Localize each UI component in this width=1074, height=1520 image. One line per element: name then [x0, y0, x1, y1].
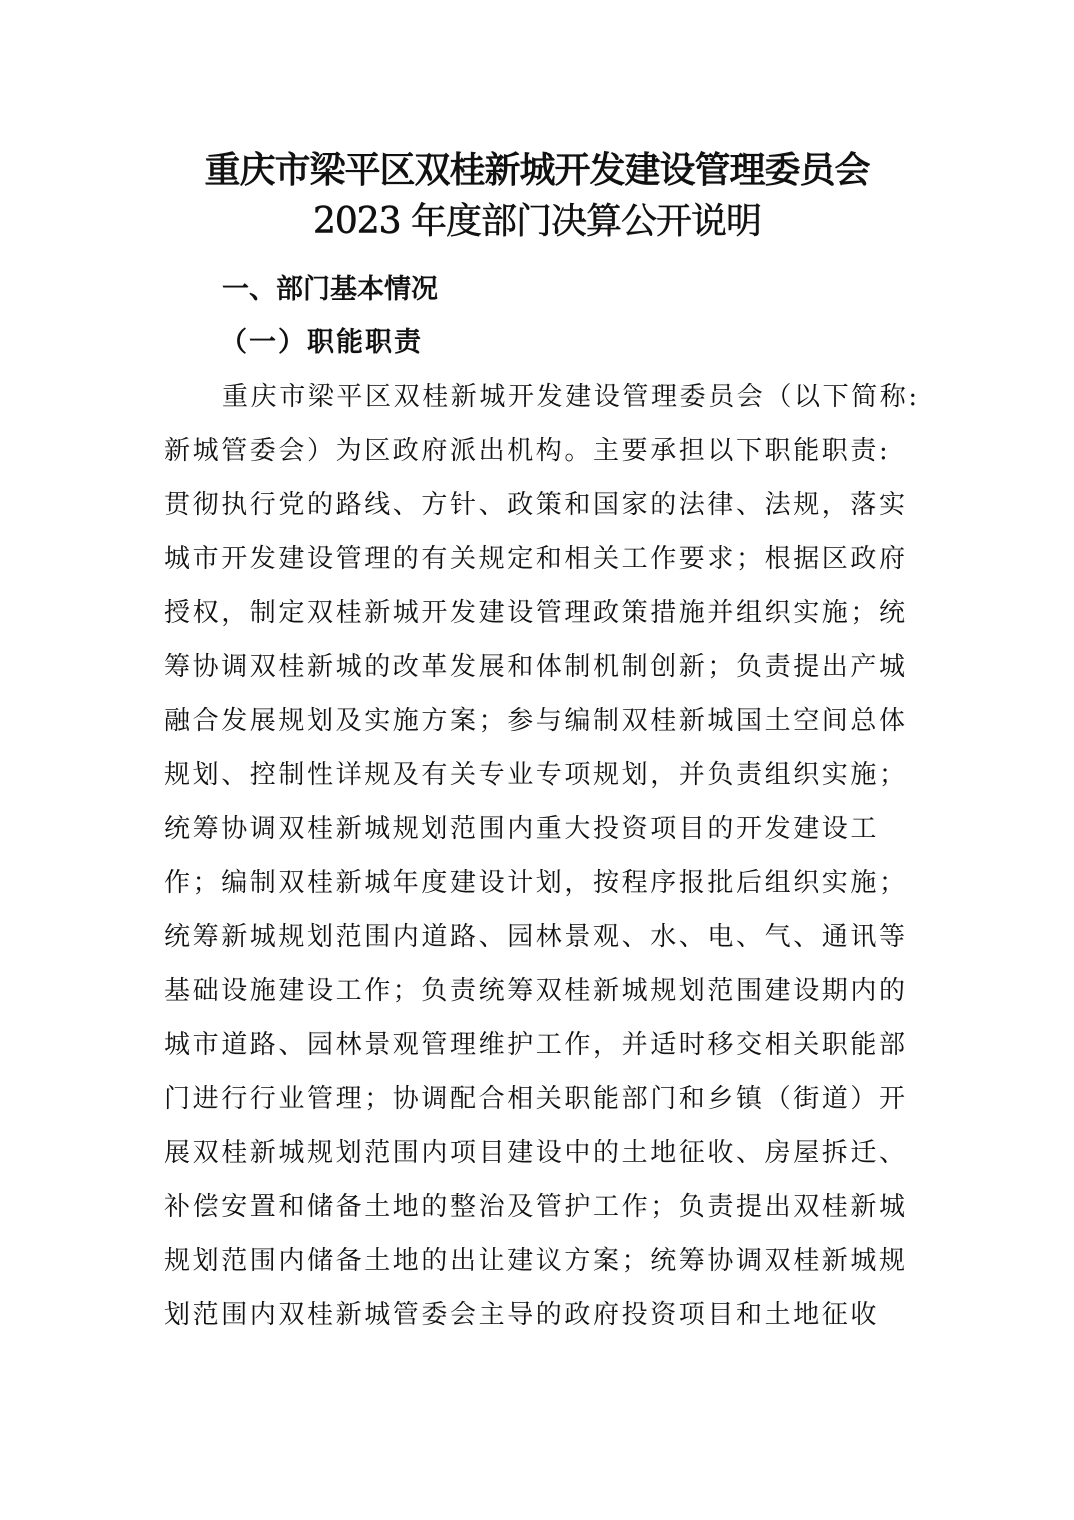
document-title-line-1: 重庆市梁平区双桂新城开发建设管理委员会: [204, 149, 870, 191]
paragraph-line: 基础设施建设工作；负责统筹双桂新城规划范围建设期内的: [164, 976, 908, 1006]
paragraph-line: 新城管委会）为区政府派出机构。主要承担以下职能职责:: [164, 436, 891, 466]
paragraph-line: 规划范围内储备土地的出让建议方案；统筹协调双桂新城规: [164, 1246, 908, 1276]
paragraph-line: 划范围内双桂新城管委会主导的政府投资项目和土地征收: [164, 1300, 880, 1330]
paragraph-line: 城市道路、园林景观管理维护工作，并适时移交相关职能部: [164, 1030, 908, 1060]
document-title-line-2: 2023 年度部门决算公开说明: [312, 201, 762, 242]
paragraph-line: 授权，制定双桂新城开发建设管理政策措施并组织实施；统: [164, 598, 908, 628]
paragraph-line: 筹协调双桂新城的改革发展和体制机制创新；负责提出产城: [164, 652, 908, 682]
subsection-heading-duties: （一）职能职责: [220, 327, 423, 358]
duties-paragraph: [164, 370, 924, 1342]
paragraph-line: 重庆市梁平区双桂新城开发建设管理委员会（以下简称:: [222, 382, 920, 412]
paragraph-line: 统筹协调双桂新城规划范围内重大投资项目的开发建设工: [164, 814, 880, 844]
paragraph-line: 统筹新城规划范围内道路、园林景观、水、电、气、通讯等: [164, 922, 908, 952]
paragraph-line: 融合发展规划及实施方案；参与编制双桂新城国土空间总体: [164, 706, 908, 736]
paragraph-line: 规划、控制性详规及有关专业专项规划，并负责组织实施；: [164, 760, 908, 790]
paragraph-line: 贯彻执行党的路线、方针、政策和国家的法律、法规，落实: [164, 490, 908, 520]
paragraph-line: 城市开发建设管理的有关规定和相关工作要求；根据区政府: [164, 544, 908, 574]
paragraph-line: 作；编制双桂新城年度建设计划，按程序报批后组织实施；: [164, 868, 908, 898]
paragraph-line: 门进行行业管理；协调配合相关职能部门和乡镇（街道）开: [164, 1084, 908, 1114]
section-heading-basic-info: 一、部门基本情况: [222, 274, 438, 305]
paragraph-line: 展双桂新城规划范围内项目建设中的土地征收、房屋拆迁、: [164, 1138, 908, 1168]
paragraph-line: 补偿安置和储备土地的整治及管护工作；负责提出双桂新城: [164, 1192, 908, 1222]
